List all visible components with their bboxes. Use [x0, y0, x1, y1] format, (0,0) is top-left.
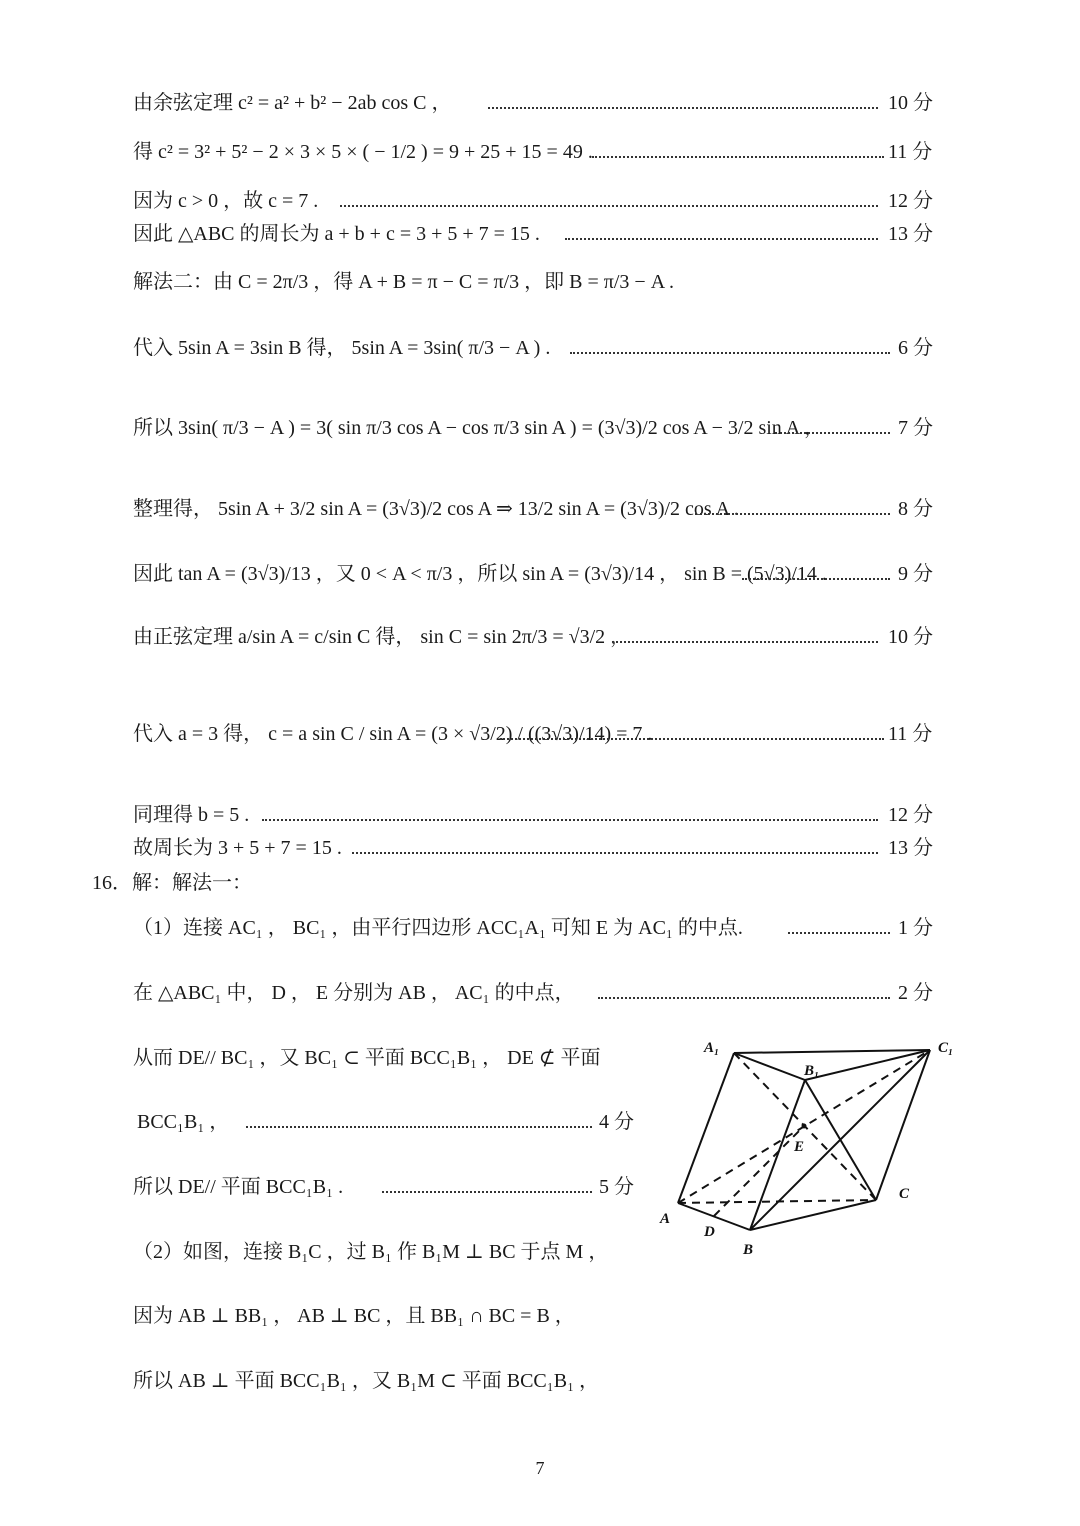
prism-figure	[640, 1025, 980, 1270]
statement-text: 因此 tan A = (3√3)/13 ，又 0 < A < π/3 ，所以 sin A = (3√3)/14 ， sin B = (5√3)/14 .	[133, 563, 827, 585]
line-1	[0, 92, 1080, 114]
edge-B1-B	[750, 1080, 805, 1230]
line-2	[0, 141, 1080, 163]
score-label: 10 分	[888, 626, 933, 648]
line-14	[0, 872, 1080, 894]
score-label: 13 分	[888, 223, 933, 245]
statement-text: 代入 a = 3 得， c = a sin C / sin A = (3 × √3/2) / ((3√3)/14) = 7 .	[133, 723, 653, 745]
edge-C1-C	[876, 1050, 930, 1200]
dotted-leader	[612, 641, 878, 643]
label-C1: C₁	[938, 1040, 954, 1056]
dotted-leader	[695, 513, 890, 515]
line-9	[0, 563, 1080, 585]
statement-text: （2）如图，连接 B₁C ，过 B₁ 作 B₁M ⊥ BC 于点 M ，	[133, 1241, 609, 1263]
score-label: 6 分	[898, 337, 933, 359]
edge-A1-C1	[734, 1050, 930, 1053]
line-13	[0, 837, 1080, 859]
dotted-leader	[246, 1126, 592, 1128]
edge-B-C	[750, 1200, 876, 1230]
statement-text: 由余弦定理 c² = a² + b² − 2ab cos C ，	[133, 92, 452, 114]
dotted-leader	[775, 432, 890, 434]
problem-heading: 16．解：解法一：	[92, 872, 252, 894]
dotted-leader	[570, 352, 890, 354]
statement-text: 故周长为 3 + 5 + 7 = 15 .	[133, 837, 342, 859]
line-8	[0, 498, 1080, 520]
edge-B1-C1	[805, 1050, 930, 1080]
score-label: 4 分	[599, 1111, 634, 1133]
dotted-leader	[262, 819, 878, 821]
label-D: D	[704, 1224, 715, 1240]
statement-text: 解法二：由 C = 2π/3 ，得 A + B = π − C = π/3 ，即 B = π/3 − A .	[133, 271, 675, 293]
label-B1: B₁	[804, 1063, 820, 1079]
statement-text: 所以 3sin( π/3 − A ) = 3( sin π/3 cos A − cos π/3 sin A ) = (3√3)/2 cos A − 3/2 sin A ，	[133, 417, 825, 439]
label-A1: A₁	[704, 1040, 720, 1056]
line-15	[0, 917, 1080, 939]
label-E: E	[794, 1139, 805, 1155]
statement-text: （1）连接 AC₁ ， BC₁ ，由平行四边形 ACC₁A₁ 可知 E 为 AC₁ 的中点.	[133, 917, 743, 939]
dotted-leader	[488, 107, 878, 109]
line-5	[0, 271, 1080, 293]
line-10	[0, 626, 1080, 648]
score-label: 11 分	[888, 141, 933, 163]
line-16	[0, 982, 1080, 1004]
line-3	[0, 190, 1080, 212]
line-11	[0, 723, 1080, 745]
statement-text: 得 c² = 3² + 5² − 2 × 3 × 5 × ( − 1/2 ) = 9 + 25 + 15 = 49 .	[133, 141, 593, 163]
statement-text: 同理得 b = 5 .	[133, 804, 250, 826]
point-E-dot	[802, 1124, 807, 1129]
score-label: 9 分	[898, 563, 933, 585]
score-label: 8 分	[898, 498, 933, 520]
line-12	[0, 804, 1080, 826]
statement-text: 所以 DE// 平面 BCC₁B₁ .	[133, 1176, 344, 1198]
score-label: 5 分	[599, 1176, 634, 1198]
label-B: B	[743, 1242, 754, 1258]
statement-text: BCC₁B₁ ，	[137, 1111, 230, 1133]
statement-text: 因为 AB ⊥ BB₁ ， AB ⊥ BC ，且 BB₁ ∩ BC = B ，	[133, 1305, 575, 1327]
statement-text: 代入 5sin A = 3sin B 得， 5sin A = 3sin( π/3 − A ) .	[133, 337, 551, 359]
score-label: 7 分	[898, 417, 933, 439]
label-C: C	[899, 1186, 910, 1202]
statement-text: 因为 c > 0 ，故 c = 7 .	[133, 190, 319, 212]
statement-text: 所以 AB ⊥ 平面 BCC₁B₁ ，又 B₁M ⊂ 平面 BCC₁B₁ ，	[133, 1370, 600, 1392]
statement-text: 因此 △ABC 的周长为 a + b + c = 3 + 5 + 7 = 15 .	[133, 223, 540, 245]
edge-A1-B1	[734, 1053, 805, 1080]
score-label: 12 分	[888, 804, 933, 826]
line-4	[0, 223, 1080, 245]
score-label: 10 分	[888, 92, 933, 114]
dotted-leader	[592, 156, 884, 158]
score-label: 2 分	[898, 982, 933, 1004]
line-21	[0, 1305, 1080, 1327]
dotted-leader	[340, 205, 878, 207]
score-label: 12 分	[888, 190, 933, 212]
hidden-segment-D-E	[714, 1126, 804, 1216]
score-label: 13 分	[888, 837, 933, 859]
statement-text: 从而 DE// BC₁ ，又 BC₁ ⊂ 平面 BCC₁B₁ ， DE ⊄ 平面	[133, 1047, 601, 1069]
line-7	[0, 417, 1080, 439]
dotted-leader	[500, 738, 884, 740]
label-A: A	[660, 1211, 671, 1227]
dotted-leader	[565, 238, 878, 240]
segment-B1-C	[805, 1080, 876, 1200]
score-label: 11 分	[888, 723, 933, 745]
dotted-leader	[742, 578, 890, 580]
dotted-leader	[352, 852, 878, 854]
statement-text: 由正弦定理 a/sin A = c/sin C 得， sin C = sin 2π/3 = √3/2 ，	[133, 626, 631, 648]
page-number: 7	[535, 1458, 545, 1478]
dotted-leader	[382, 1191, 592, 1193]
statement-text: 在 △ABC₁ 中， D ， E 分别为 AB ， AC₁ 的中点，	[133, 982, 575, 1004]
edge-A1-A	[678, 1053, 734, 1203]
dotted-leader	[788, 932, 890, 934]
statement-text: 整理得， 5sin A + 3/2 sin A = (3√3)/2 cos A ⇒ 13/2 sin A = (3√3)/2 cos A .	[133, 498, 739, 520]
line-22	[0, 1370, 1080, 1392]
line-6	[0, 337, 1080, 359]
score-label: 1 分	[898, 917, 933, 939]
dotted-leader	[598, 997, 890, 999]
